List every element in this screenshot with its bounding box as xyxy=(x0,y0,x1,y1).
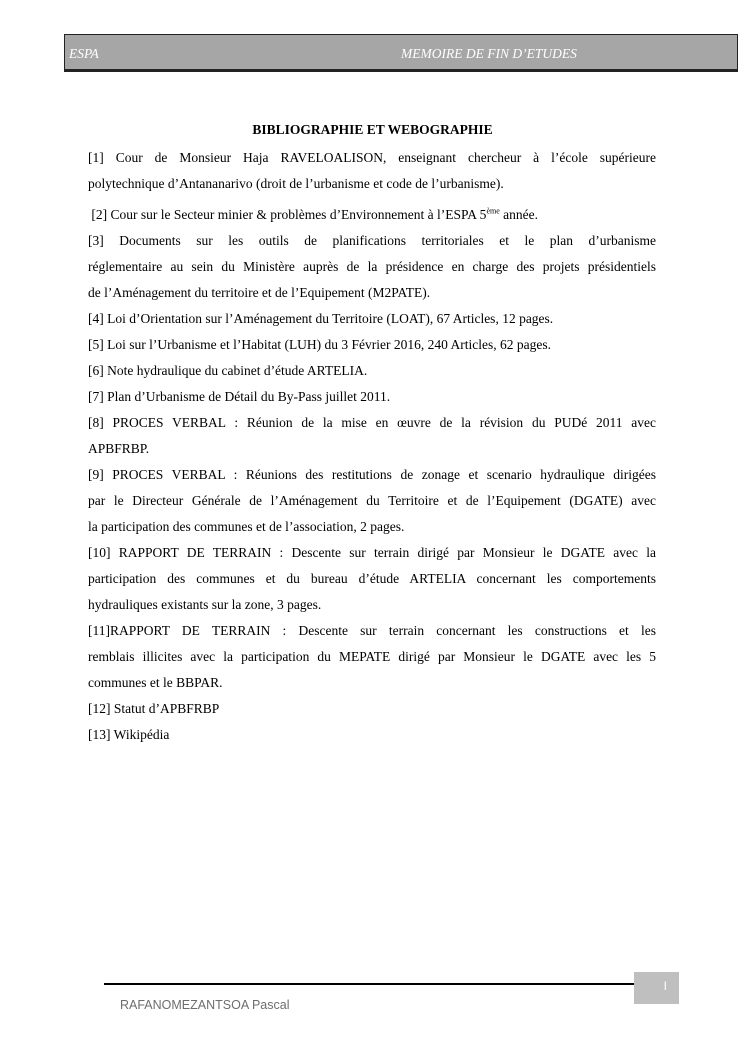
entry-line: APBFRBP. xyxy=(88,441,150,456)
entry-line: hydrauliques existants sur la zone, 3 pages. xyxy=(88,597,322,612)
bibliography-entry xyxy=(88,722,656,748)
bibliography-entry xyxy=(88,228,656,306)
entry-line: [11]RAPPORT DE TERRAIN : Descente sur terrain concernant les constructions et les xyxy=(88,623,656,638)
entry-line: la participation des communes et de l’association, 2 pages. xyxy=(88,519,405,534)
entry-line: [12] Statut d’APBFRBP xyxy=(88,701,220,716)
bibliography-entry xyxy=(88,384,656,410)
entry-line: [4] Loi d’Orientation sur l’Aménagement du Territoire (LOAT), 67 Articles, 12 pages. xyxy=(88,311,554,326)
footer-divider xyxy=(104,983,636,985)
bibliography-entry xyxy=(88,145,656,197)
entry-line: [3] Documents sur les outils de planifications territoriales et le plan d’urbanisme xyxy=(88,233,656,248)
page-header xyxy=(64,34,738,72)
entry-line: [13] Wikipédia xyxy=(88,727,170,742)
bibliography-entry xyxy=(88,618,656,696)
entry-line: polytechnique d’Antananarivo (droit de l’urbanisme et code de l’urbanisme). xyxy=(88,176,504,191)
entry-line: [8] PROCES VERBAL : Réunion de la mise en œuvre de la révision du PUDé 2011 avec xyxy=(88,415,656,430)
section-title: BIBLIOGRAPHIE ET WEBOGRAPHIE xyxy=(252,122,493,137)
bibliography-entry xyxy=(88,332,656,358)
entry-line: communes et le BBPAR. xyxy=(88,675,223,690)
entry-line: [6] Note hydraulique du cabinet d’étude ARTELIA. xyxy=(88,363,368,378)
entry-line: remblais illicites avec la participation du MEPATE dirigé par Monsieur le DGATE avec les 5 xyxy=(88,649,656,664)
entry-line: [9] PROCES VERBAL : Réunions des restitutions de zonage et scenario hydraulique dirigées xyxy=(88,467,656,482)
bibliography-entry xyxy=(88,410,656,462)
bibliography-entry xyxy=(88,306,656,332)
entry-line: [1] Cour de Monsieur Haja RAVELOALISON, enseignant chercheur à l’école supérieure xyxy=(88,150,656,165)
entry-text: [2] Cour sur le Secteur minier & problèmes d’Environnement à l’ESPA 5 xyxy=(88,207,487,222)
entry-line xyxy=(88,202,656,228)
bibliography-entry xyxy=(88,462,656,540)
page-number-box xyxy=(634,972,679,1004)
entry-text: année. xyxy=(499,207,538,222)
header-document-type: MEMOIRE DE FIN D’ETUDES xyxy=(401,46,577,61)
bibliography-list xyxy=(88,145,656,748)
superscript: ème xyxy=(486,206,500,216)
page-number: I xyxy=(663,979,667,993)
header-school: ESPA xyxy=(69,46,99,61)
entry-line: réglementaire au sein du Ministère auprès de la présidence en charge des projets présidentiels xyxy=(88,259,656,274)
footer-author: RAFANOMEZANTSOA Pascal xyxy=(120,998,290,1012)
entry-line: de l’Aménagement du territoire et de l’Equipement (M2PATE). xyxy=(88,285,431,300)
entry-line: [5] Loi sur l’Urbanisme et l’Habitat (LUH) du 3 Février 2016, 240 Articles, 62 pages. xyxy=(88,337,552,352)
entry-line: [10] RAPPORT DE TERRAIN : Descente sur terrain dirigé par Monsieur le DGATE avec la xyxy=(88,545,656,560)
bibliography-entry xyxy=(88,540,656,618)
entry-line: par le Directeur Générale de l’Aménagement du Territoire et de l’Equipement (DGATE) avec xyxy=(88,493,656,508)
bibliography-entry xyxy=(88,358,656,384)
bibliography-entry xyxy=(88,202,656,228)
bibliography-entry xyxy=(88,696,656,722)
entry-line: [7] Plan d’Urbanisme de Détail du By-Pass juillet 2011. xyxy=(88,389,391,404)
entry-line: participation des communes et du bureau d’étude ARTELIA concernant les comportements xyxy=(88,571,656,586)
